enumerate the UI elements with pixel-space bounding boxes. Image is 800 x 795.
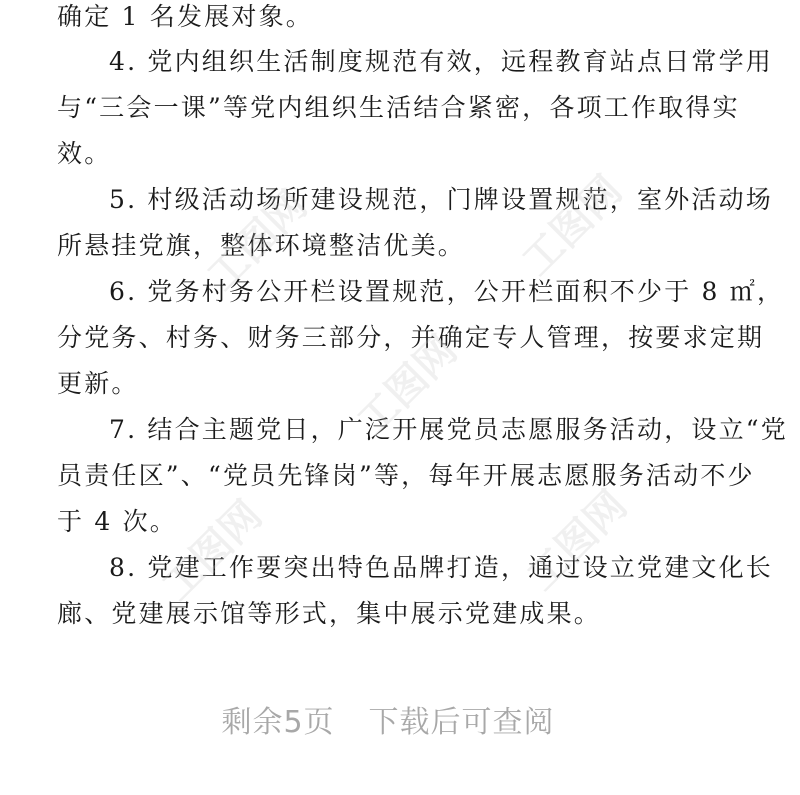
watermark: 工图网 [513,167,632,285]
paragraph-line: 5. 村级活动场所建设规范，门牌设置规范，室外活动场 [109,185,774,214]
watermark: 工图网 [348,327,467,445]
paragraph-line: 8. 党建工作要突出特色品牌打造，通过设立党建文化长 [109,553,774,582]
remaining-pages-label: 剩余5页 [221,705,335,740]
paragraph-line: 所悬挂党旗，整体环境整洁优美。 [57,231,466,260]
paragraph-line: 分党务、村务、财务三部分，并确定专人管理，按要求定期 [57,323,765,352]
watermark: 工图网 [518,482,637,600]
download-to-view-label: 下载后可查阅 [368,705,555,740]
paragraph-line: 确定 1 名发展对象。 [57,2,313,31]
paragraph-line: 4. 党内组织生活制度规范有效，远程教育站点日常学用 [109,47,774,76]
paragraph-line: 更新。 [57,369,139,398]
read-more-banner[interactable] [0,697,776,741]
watermark: 工图网 [153,492,272,610]
watermark: 工图网 [198,182,317,300]
paragraph-line: 6. 党务村务公开栏设置规范，公开栏面积不少于 8 ㎡， [109,277,785,306]
paragraph-line: 与“三会一课”等党内组织生活结合紧密，各项工作取得实 [57,93,740,122]
paragraph-line: 7. 结合主题党日，广泛开展党员志愿服务活动，设立“党 [109,415,788,444]
paragraph-line: 员责任区”、“党员先锋岗”等，每年开展志愿服务活动不少 [57,461,755,490]
paragraph-line: 廊、党建展示馆等形式，集中展示党建成果。 [57,599,602,628]
paragraph-line: 效。 [57,139,112,168]
paragraph-line: 于 4 次。 [57,507,177,536]
